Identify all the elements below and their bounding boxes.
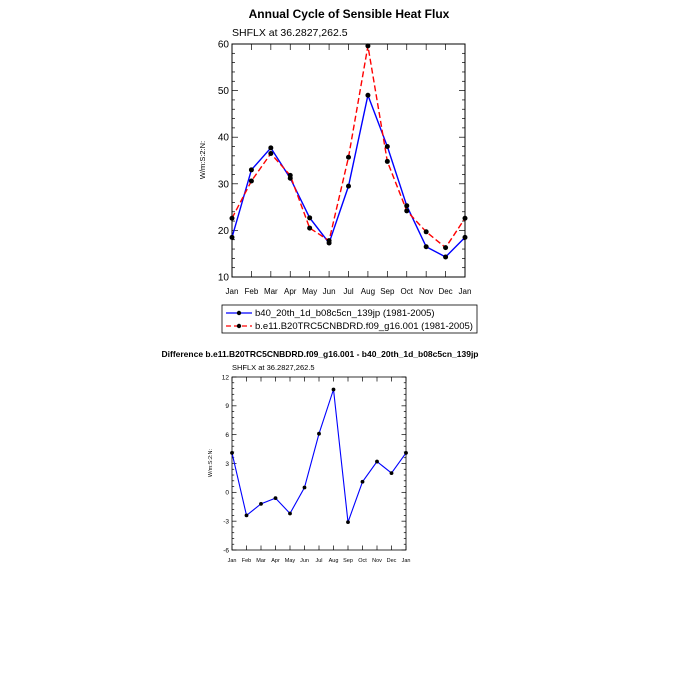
y-tick-label: 40 (217, 132, 229, 144)
data-point-series-1 (259, 502, 263, 506)
data-point-series-2 (385, 159, 390, 164)
data-point-series-1 (365, 93, 370, 98)
y-tick-label: 30 (217, 179, 229, 191)
data-point-series-1 (375, 460, 379, 464)
y-axis-label: W/m:S:2:N: (198, 140, 207, 180)
x-tick-label: Mar (256, 558, 266, 564)
data-point-series-1 (288, 512, 292, 516)
data-point-series-2 (346, 155, 351, 160)
y-tick-label: 0 (225, 489, 229, 497)
data-point-series-1 (245, 514, 249, 518)
data-point-series-1 (346, 520, 350, 524)
x-tick-label: Jan (458, 287, 472, 296)
data-point-series-1 (463, 235, 468, 240)
y-tick-label: 3 (225, 460, 229, 468)
legend-marker-series-1 (237, 311, 241, 315)
data-point-series-1 (361, 480, 365, 484)
x-tick-label: Sep (380, 287, 395, 296)
data-point-series-2 (230, 216, 235, 221)
x-tick-label: Oct (358, 558, 367, 564)
data-point-series-1 (346, 184, 351, 189)
data-point-series-2 (424, 229, 429, 234)
series-line-1 (232, 389, 406, 522)
x-tick-label: Jul (343, 287, 354, 296)
axes (222, 374, 411, 564)
y-axis-label: W/m:S:2:N: (208, 448, 214, 478)
data-point-series-1 (230, 451, 234, 455)
y-tick-label: 6 (225, 431, 229, 439)
data-point-series-2 (365, 43, 370, 48)
data-point-series-1 (268, 145, 273, 150)
x-tick-label: Jun (322, 287, 336, 296)
chart-title: Difference b.e11.B20TRC5CNBDRD.f09_g16.001 - b40_20th_1d_b08c5cn_139jp (161, 349, 479, 359)
series-group (230, 43, 468, 259)
x-tick-label: Apr (271, 558, 280, 564)
y-tick-label: -3 (223, 518, 229, 526)
x-tick-label: Aug (328, 558, 339, 564)
y-tick-label: 9 (225, 403, 229, 411)
chart-title: Annual Cycle of Sensible Heat Flux (248, 7, 450, 21)
y-tick-label: 12 (221, 374, 229, 382)
data-point-series-1 (424, 244, 429, 249)
data-point-series-1 (274, 496, 278, 500)
series-line-2 (232, 46, 465, 248)
data-point-series-1 (317, 432, 321, 436)
x-tick-label: Jan (227, 558, 237, 564)
legend-label-series-2: b.e11.B20TRC5CNBDRD.f09_g16.001 (1981-2005) (255, 321, 473, 332)
data-point-series-2 (463, 216, 468, 221)
chart-subtitle: SHFLX at 36.2827,262.5 (232, 27, 348, 39)
data-point-series-1 (249, 167, 254, 172)
difference-chart (161, 349, 478, 564)
x-tick-label: May (284, 558, 296, 564)
data-point-series-2 (307, 226, 312, 231)
x-tick-label: Apr (284, 287, 297, 296)
series-line-1 (232, 95, 465, 257)
x-tick-label: Nov (372, 558, 382, 564)
x-tick-label: Feb (244, 287, 259, 296)
x-tick-label: Jul (315, 558, 323, 564)
x-tick-label: Nov (419, 287, 434, 296)
x-tick-label: May (302, 287, 318, 296)
legend (222, 305, 477, 333)
x-tick-label: Mar (263, 287, 278, 296)
x-tick-label: Dec (386, 558, 397, 564)
x-tick-label: Sep (343, 558, 353, 564)
data-point-series-2 (404, 208, 409, 213)
legend-marker-series-2 (237, 324, 241, 328)
data-point-series-1 (332, 388, 336, 392)
x-tick-label: Dec (438, 287, 453, 296)
y-tick-label: -6 (223, 547, 229, 555)
x-tick-label: Jan (225, 287, 239, 296)
x-tick-label: Jun (300, 558, 309, 564)
data-point-series-1 (230, 235, 235, 240)
data-point-series-2 (268, 151, 273, 156)
data-point-series-1 (385, 144, 390, 149)
legend-label-series-1: b40_20th_1d_b08c5cn_139jp (1981-2005) (255, 308, 435, 319)
chart-subtitle: SHFLX at 36.2827,262.5 (232, 363, 315, 372)
data-point-series-2 (327, 238, 332, 243)
y-tick-label: 10 (217, 272, 229, 284)
axes (218, 40, 472, 297)
data-point-series-1 (404, 451, 408, 455)
data-point-series-2 (249, 179, 254, 184)
annual-cycle-chart (198, 7, 477, 333)
data-point-series-1 (404, 203, 409, 208)
data-point-series-1 (307, 215, 312, 220)
x-tick-label: Jan (401, 558, 411, 564)
data-point-series-1 (390, 471, 394, 475)
y-tick-label: 20 (217, 225, 229, 237)
x-tick-label: Aug (360, 287, 376, 296)
x-tick-label: Feb (241, 558, 252, 564)
y-tick-label: 50 (217, 86, 229, 98)
data-point-series-2 (443, 245, 448, 250)
data-point-series-1 (303, 486, 307, 490)
y-tick-label: 60 (217, 39, 229, 51)
plot-frame (232, 44, 465, 277)
data-point-series-1 (443, 254, 448, 259)
data-point-series-2 (288, 173, 293, 178)
series-group (230, 388, 408, 524)
x-tick-label: Oct (400, 287, 413, 296)
